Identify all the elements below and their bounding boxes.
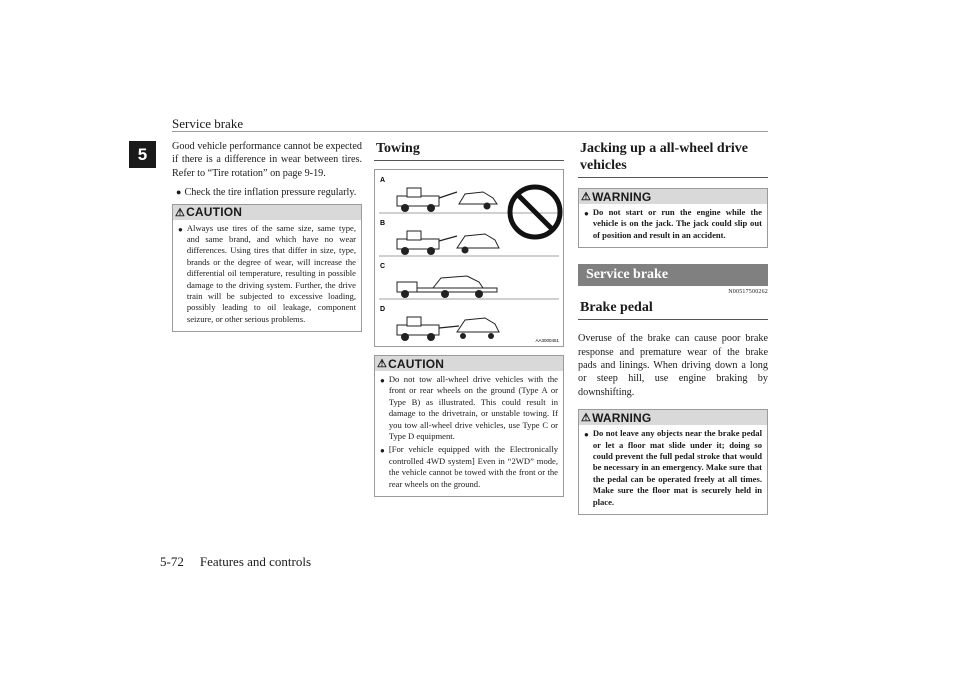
warning-label: WARNING xyxy=(592,410,652,425)
label-c: C xyxy=(380,263,386,270)
warning-box-jacking xyxy=(578,188,768,248)
caution-item xyxy=(380,374,558,442)
header-rule xyxy=(172,131,768,132)
towing-illustration xyxy=(374,169,564,347)
tow-truck-row-a-icon xyxy=(397,188,497,212)
bullet-icon: ● xyxy=(584,209,589,218)
warning-triangle-icon: ⚠ xyxy=(581,412,592,425)
caution-label: CAUTION xyxy=(186,205,243,220)
label-b: B xyxy=(380,220,386,227)
tire-pressure-bullet xyxy=(176,186,362,199)
label-a: A xyxy=(380,177,386,184)
warning-item xyxy=(584,428,762,508)
warning-header xyxy=(579,189,767,204)
caution-item xyxy=(178,223,356,326)
caution-header xyxy=(375,356,563,371)
document-code: N00517500262 xyxy=(728,289,768,296)
caution-text: Always use tires of the same size, same type, and same brand, and which have no wear differences. Using tires that differ in size, type, brands or the degree of wear, will increase the differential oil temperature, resulting in possible damage to the driving system. Further, the drive train will be subjected to excessive loading, possibly leading to oil leakage, component seizure, or other serious problems. xyxy=(186,222,356,324)
brake-overuse-paragraph: Overuse of the brake can cause poor brake response and premature wear of the brake pads and linings. When driving down a long or steep hill, use engine braking by downshifting. xyxy=(578,333,768,398)
brake-pedal-title: Brake pedal xyxy=(578,299,768,320)
service-brake-title: Service brake xyxy=(578,264,768,286)
bullet-icon: ● xyxy=(380,446,385,456)
warning-text: Do not start or run the engine while the vehicle is on the jack. The jack could slip out of position and result in an accident. xyxy=(592,207,762,240)
page-number: 5-72 xyxy=(160,554,184,569)
label-d: D xyxy=(380,306,386,313)
towing-diagram-icon xyxy=(375,170,563,346)
caution-item xyxy=(380,444,558,490)
caution-text: [For vehicle equipped with the Electronically controlled 4WD system] Even in “2WD” mode, the vehicle cannot be towed with the front or the rear wheels on the ground. xyxy=(388,444,558,489)
flatbed-row-c-icon xyxy=(397,276,497,298)
tire-wear-paragraph: Good vehicle performance cannot be expected if there is a difference in wear between tires. Refer to “Tire rotation” on page 9-19. xyxy=(172,141,362,179)
warning-label: WARNING xyxy=(592,189,652,204)
towing-title: Towing xyxy=(374,140,564,161)
tow-truck-row-b-icon xyxy=(397,231,499,255)
warning-box-brake-pedal xyxy=(578,409,768,515)
page-footer xyxy=(160,554,327,570)
warning-item xyxy=(584,207,762,241)
warning-text: Do not leave any objects near the brake pedal or let a floor mat slide under it; doing so could prevent the full pedal stroke that would be necessary in an emergency. Make sure that the pedal can be operated freely at all times. Make sure the floor mat is securely held in place. xyxy=(592,428,762,507)
chapter-tab: 5 xyxy=(129,141,156,168)
column-1 xyxy=(172,140,362,332)
bullet-icon: ● xyxy=(380,376,385,385)
warning-triangle-icon: ⚠ xyxy=(581,191,592,203)
bullet-icon: ● xyxy=(178,224,183,234)
caution-box-towing xyxy=(374,355,564,497)
no-symbol-icon xyxy=(510,187,560,237)
jacking-title: Jacking up a all-wheel drive vehicles xyxy=(578,140,768,178)
bullet-icon: ● xyxy=(584,430,589,440)
warning-header xyxy=(579,410,767,425)
column-2 xyxy=(374,140,564,497)
column-3 xyxy=(578,140,768,515)
bullet-icon: ● xyxy=(176,187,182,198)
caution-header xyxy=(173,205,361,220)
caution-box-tires xyxy=(172,204,362,333)
illustration-code: AA3000451 xyxy=(535,338,559,343)
bullet-text: Check the tire inflation pressure regularly. xyxy=(184,187,357,199)
tow-dolly-row-d-icon xyxy=(397,317,499,341)
page-header-title: Service brake xyxy=(172,116,244,131)
caution-text: Do not tow all-wheel drive vehicles with the front or rear wheels on the ground (Type A or Type B) as illustrated. This could result in damage to the drivetrain, or unstable towing. If you tow all-wheel drive vehicles, use Type C or Type D equipment. xyxy=(388,374,558,442)
caution-label: CAUTION xyxy=(388,356,445,371)
warning-triangle-icon: ⚠ xyxy=(377,358,388,370)
footer-section: Features and controls xyxy=(199,554,312,569)
warning-triangle-icon: ⚠ xyxy=(175,206,186,219)
